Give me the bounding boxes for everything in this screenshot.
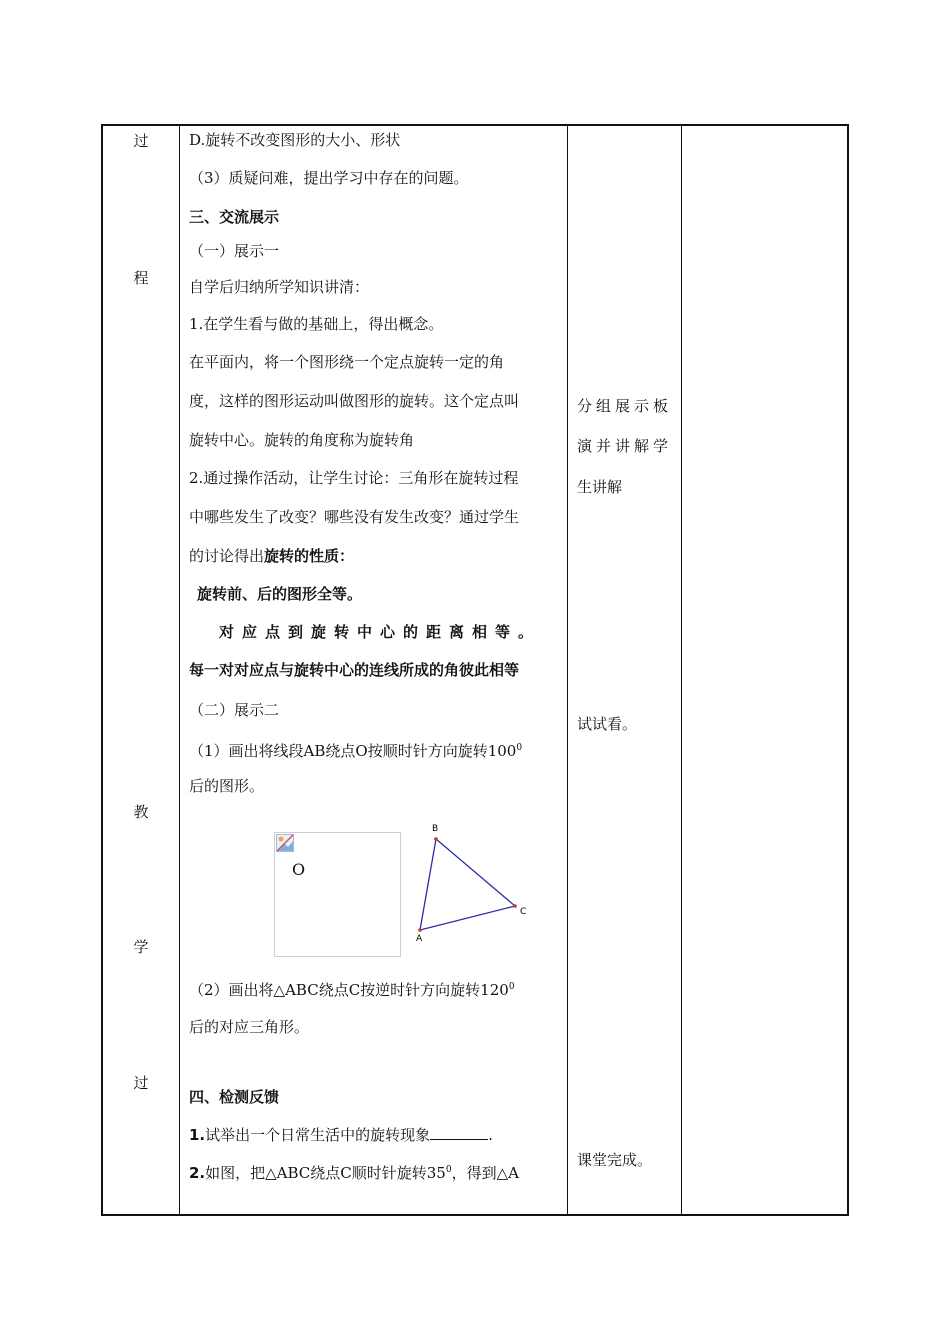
superscript: 0 xyxy=(508,982,515,992)
triangle-side-ab xyxy=(420,839,436,930)
content-text: （1）画出将线段AB绕点O按顺时针方向旋转100 xyxy=(189,742,517,760)
triangle-side-ca xyxy=(420,906,515,930)
superscript: 0 xyxy=(516,743,523,753)
content-text: 试举出一个日常生活中的旋转现象 xyxy=(205,1126,431,1144)
triangle-abc-figure xyxy=(411,817,541,942)
image-placeholder xyxy=(274,832,401,957)
column-divider xyxy=(681,126,682,1214)
content-line: 自学后归纳所学知识讲清： xyxy=(189,278,370,296)
item-number: 1. xyxy=(189,1126,206,1144)
content-text: 如图，把△ABC绕点C顺时针旋转35 xyxy=(205,1164,446,1182)
property-item: 旋转前、后的图形全等。 xyxy=(197,585,363,603)
activity-note: 分组展示板 xyxy=(577,397,673,415)
lesson-table xyxy=(101,124,849,1216)
section-label-column xyxy=(103,126,179,1214)
section-label-char: 学 xyxy=(133,938,149,956)
content-line: 中哪些发生了改变？哪些没有发生改变？通过学生 xyxy=(189,508,520,526)
content-line xyxy=(189,738,522,761)
point-o-label: O xyxy=(292,860,306,879)
content-line: D.旋转不改变图形的大小、形状 xyxy=(189,131,401,149)
content-line: 后的对应三角形。 xyxy=(189,1018,310,1036)
triangle-side-bc xyxy=(436,839,515,906)
broken-image-icon xyxy=(276,834,294,852)
content-line: 1.在学生看与做的基础上，得出概念。 xyxy=(189,315,444,333)
content-line xyxy=(189,1125,493,1145)
activity-note: 课堂完成。 xyxy=(577,1151,653,1169)
content-line xyxy=(189,977,515,1000)
content-line: 在平面内，将一个图形绕一个定点旋转一定的角 xyxy=(189,353,505,371)
answer-blank xyxy=(430,1125,488,1140)
content-line xyxy=(189,1160,519,1183)
content-text: ，得到△A xyxy=(451,1164,519,1182)
content-line: 2.通过操作活动，让学生讨论：三角形在旋转过程 xyxy=(189,469,519,487)
section-heading: 三、交流展示 xyxy=(189,208,280,226)
section-label-char: 过 xyxy=(133,1074,149,1092)
section-heading: 四、检测反馈 xyxy=(189,1088,280,1106)
content-line: （二）展示二 xyxy=(189,701,280,719)
vertex-a-point xyxy=(418,928,422,932)
activity-note: 试试看。 xyxy=(577,715,638,733)
column-divider xyxy=(567,126,568,1214)
content-line: 后的图形。 xyxy=(189,777,265,795)
content-line xyxy=(189,546,354,566)
content-text: （2）画出将△ABC绕点C按逆时针方向旋转120 xyxy=(189,981,509,999)
content-line: 度，这样的图形运动叫做图形的旋转。这个定点叫 xyxy=(189,392,520,410)
content-text: . xyxy=(488,1126,493,1144)
column-divider xyxy=(179,126,180,1214)
vertex-c-point xyxy=(513,904,517,908)
section-label-char: 教 xyxy=(133,803,149,821)
content-line: （一）展示一 xyxy=(189,242,280,260)
section-label-char: 程 xyxy=(133,269,149,287)
vertex-a-label: A xyxy=(416,934,423,942)
property-item: 每一对对应点与旋转中心的连线所成的角彼此相等 xyxy=(189,661,520,679)
vertex-c-label: C xyxy=(520,907,527,917)
content-text: 的讨论得出 xyxy=(189,547,265,565)
activity-note: 演并讲解学 xyxy=(577,437,673,455)
property-heading: 旋转的性质： xyxy=(264,547,355,565)
item-number: 2. xyxy=(189,1164,206,1182)
content-line: （3）质疑问难，提出学习中存在的问题。 xyxy=(189,169,469,187)
vertex-b-label: B xyxy=(432,824,439,834)
activity-note: 生讲解 xyxy=(577,478,623,496)
section-label-char: 过 xyxy=(133,132,149,150)
property-item: 对应点到旋转中心的距离相等。 xyxy=(219,623,542,641)
superscript: 0 xyxy=(445,1165,452,1175)
content-line: 旋转中心。旋转的角度称为旋转角 xyxy=(189,431,415,449)
vertex-b-point xyxy=(434,837,438,841)
